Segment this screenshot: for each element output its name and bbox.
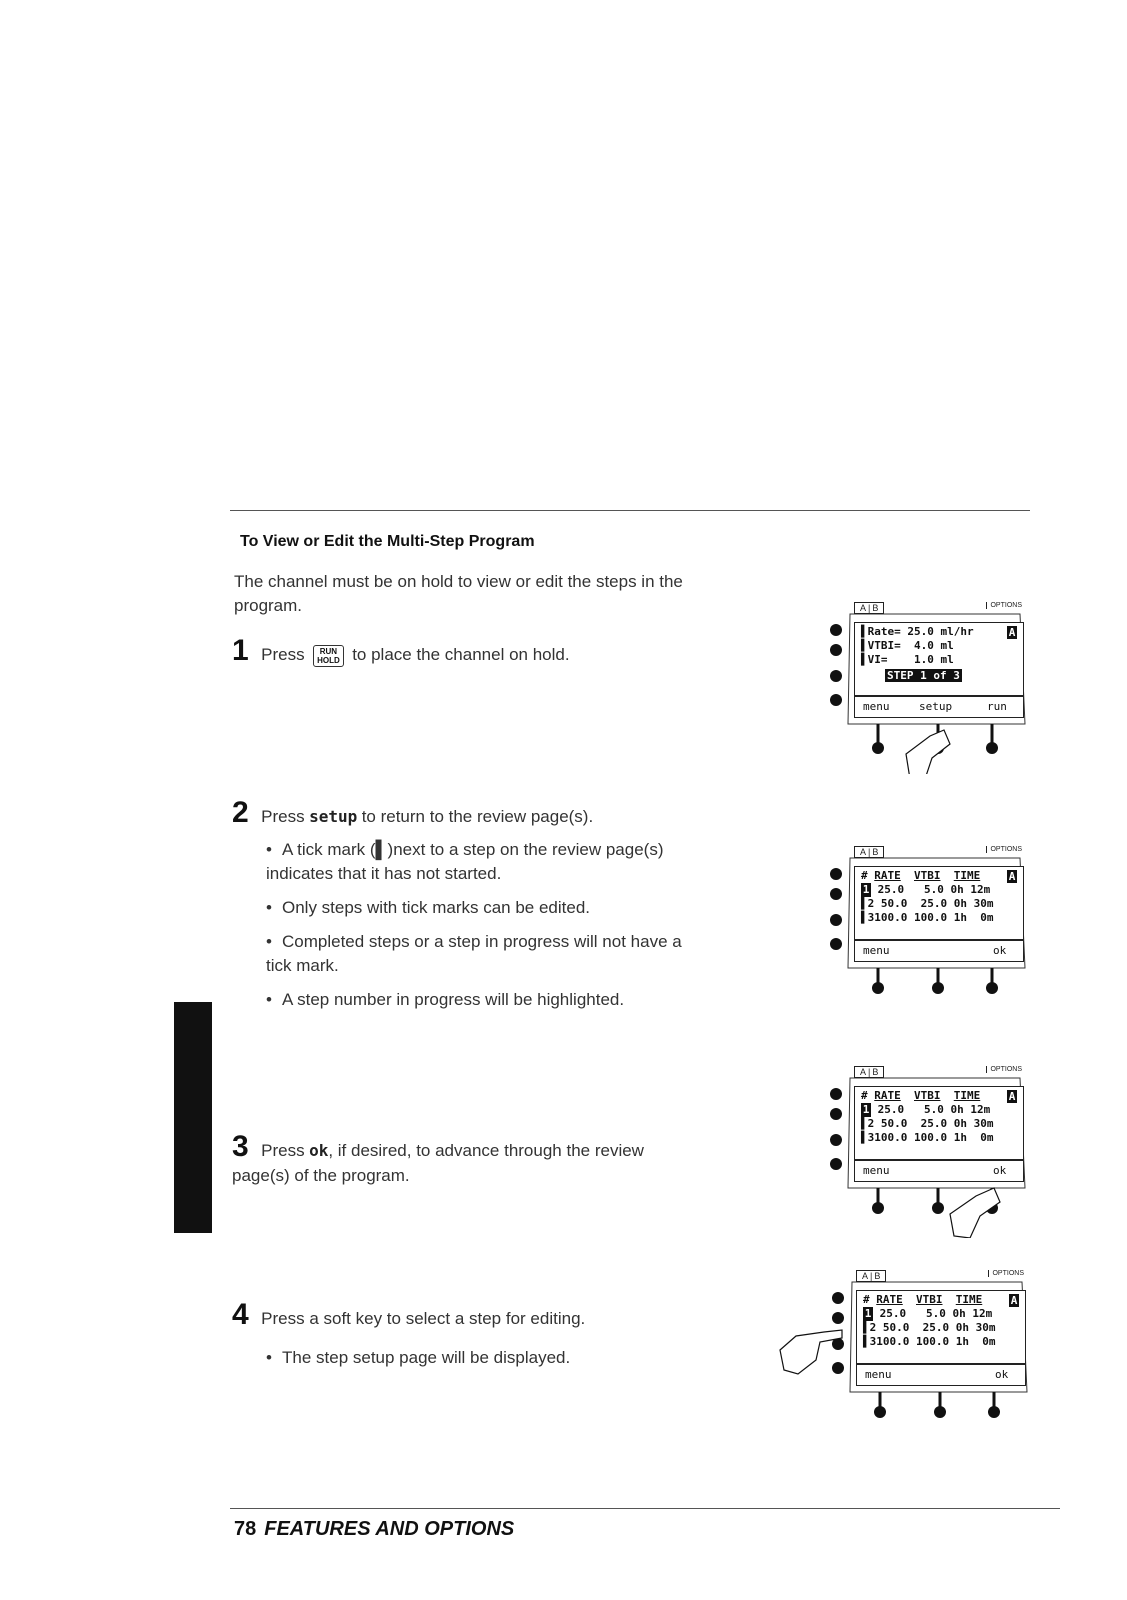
softkey-row (855, 695, 1023, 717)
lcd-row: ▌VTBI= 4.0 ml (861, 639, 954, 652)
lcd-row: 1 25.0 5.0 0h 12m (862, 883, 991, 896)
options-label: OPTIONS (986, 602, 1022, 609)
step-3-post: , if desired, to advance through the review page(s) of the program. (232, 1141, 644, 1185)
step-4 (232, 1298, 692, 1332)
step-1 (232, 634, 672, 668)
bullet-1: • A tick mark (▌)next to a step on the review page(s) indicates that it has not started. (266, 840, 664, 883)
bullet-2: • Only steps with tick marks can be edited. (266, 898, 591, 917)
step-2-pre: Press (261, 807, 305, 826)
lcd-row: ▌VI= 1.0 ml (861, 653, 954, 666)
lcd-row: ▌3100.0 100.0 1h 0m (863, 1335, 996, 1348)
page-footer (234, 1518, 514, 1541)
pointing-hand-icon (776, 1320, 846, 1380)
softkey-run[interactable]: run (987, 700, 1007, 713)
lcd-display (854, 1086, 1024, 1182)
lcd-header: # RATE VTBI TIME (861, 1089, 981, 1102)
lcd-row: 1 25.0 5.0 0h 12m (864, 1307, 993, 1320)
softkey-row (855, 1159, 1023, 1181)
run-hold-key-icon: RUN HOLD (313, 645, 344, 667)
device-screen-1 (820, 594, 1030, 774)
bullet-5: • The step setup page will be displayed. (266, 1348, 571, 1367)
lcd-display (854, 622, 1024, 718)
step-2 (232, 796, 692, 830)
lcd-row: 1 25.0 5.0 0h 12m (862, 1103, 991, 1116)
channel-badge: A (1008, 626, 1016, 639)
chapter-title: FEATURES AND OPTIONS (264, 1518, 515, 1540)
step-4-text: Press a soft key to select a step for editing. (261, 1309, 586, 1328)
chapter-tab (174, 1002, 212, 1233)
softkey-setup[interactable]: setup (919, 700, 953, 713)
lcd-display (856, 1290, 1026, 1386)
step-1-post: to place the channel on hold. (352, 645, 570, 664)
lcd-row: ▌2 50.0 25.0 0h 30m (861, 1117, 994, 1130)
lcd-row: ▌3100.0 100.0 1h 0m (861, 911, 994, 924)
lcd-header: # RATE VTBI TIME (861, 869, 981, 882)
step-number: 3 (232, 1130, 249, 1163)
options-label: OPTIONS (986, 846, 1022, 853)
section-title: To View or Edit the Multi-Step Program (240, 533, 535, 550)
step-number: 1 (232, 634, 249, 667)
step-number: 4 (232, 1298, 249, 1331)
device-screen-3 (820, 1058, 1030, 1238)
lcd-row: ▌2 50.0 25.0 0h 30m (863, 1321, 996, 1334)
softkey-menu[interactable]: menu (863, 700, 890, 713)
intro-text: The channel must be on hold to view or edit the steps in the program. (234, 572, 683, 615)
channel-badge: A (1008, 870, 1016, 883)
softkey-row (855, 939, 1023, 961)
softkey-ok[interactable]: ok (993, 1164, 1007, 1177)
channel-tabs: A | B (854, 1066, 884, 1078)
softkey-menu[interactable]: menu (865, 1368, 892, 1381)
ok-key-label: ok (309, 1141, 329, 1160)
bullet-3: • Completed steps or a step in progress will not have a tick mark. (266, 932, 682, 975)
softkey-ok[interactable]: ok (995, 1368, 1009, 1381)
softkey-menu[interactable]: menu (863, 944, 890, 957)
softkey-menu[interactable]: menu (863, 1164, 890, 1177)
step-3 (232, 1130, 672, 1188)
step-2-post: to return to the review page(s). (361, 807, 594, 826)
device-screen-2 (820, 838, 1030, 1018)
channel-tabs: A | B (856, 1270, 886, 1282)
step-3-pre: Press (261, 1141, 305, 1160)
lcd-row: ▌Rate= 25.0 ml/hr (861, 625, 974, 638)
top-rule (230, 510, 1030, 511)
channel-badge: A (1010, 1294, 1018, 1307)
softkey-ok[interactable]: ok (993, 944, 1007, 957)
lcd-row: ▌3100.0 100.0 1h 0m (861, 1131, 994, 1144)
lcd-display (854, 866, 1024, 962)
lcd-row: ▌2 50.0 25.0 0h 30m (861, 897, 994, 910)
channel-tabs: A | B (854, 602, 884, 614)
step-number: 2 (232, 796, 249, 829)
step-1-pre: Press (261, 645, 305, 664)
page-number: 78 (234, 1518, 257, 1540)
softkey-row (857, 1363, 1025, 1385)
footer-rule (230, 1508, 1060, 1509)
options-label: OPTIONS (986, 1066, 1022, 1073)
setup-key-label: setup (309, 807, 358, 826)
lcd-header: # RATE VTBI TIME (863, 1293, 983, 1306)
step-indicator: STEP 1 of 3 (887, 669, 960, 682)
device-screen-4 (822, 1262, 1032, 1442)
channel-badge: A (1008, 1090, 1016, 1103)
bullet-4: • A step number in progress will be highlighted. (266, 990, 625, 1009)
channel-tabs: A | B (854, 846, 884, 858)
options-label: OPTIONS (988, 1270, 1024, 1277)
